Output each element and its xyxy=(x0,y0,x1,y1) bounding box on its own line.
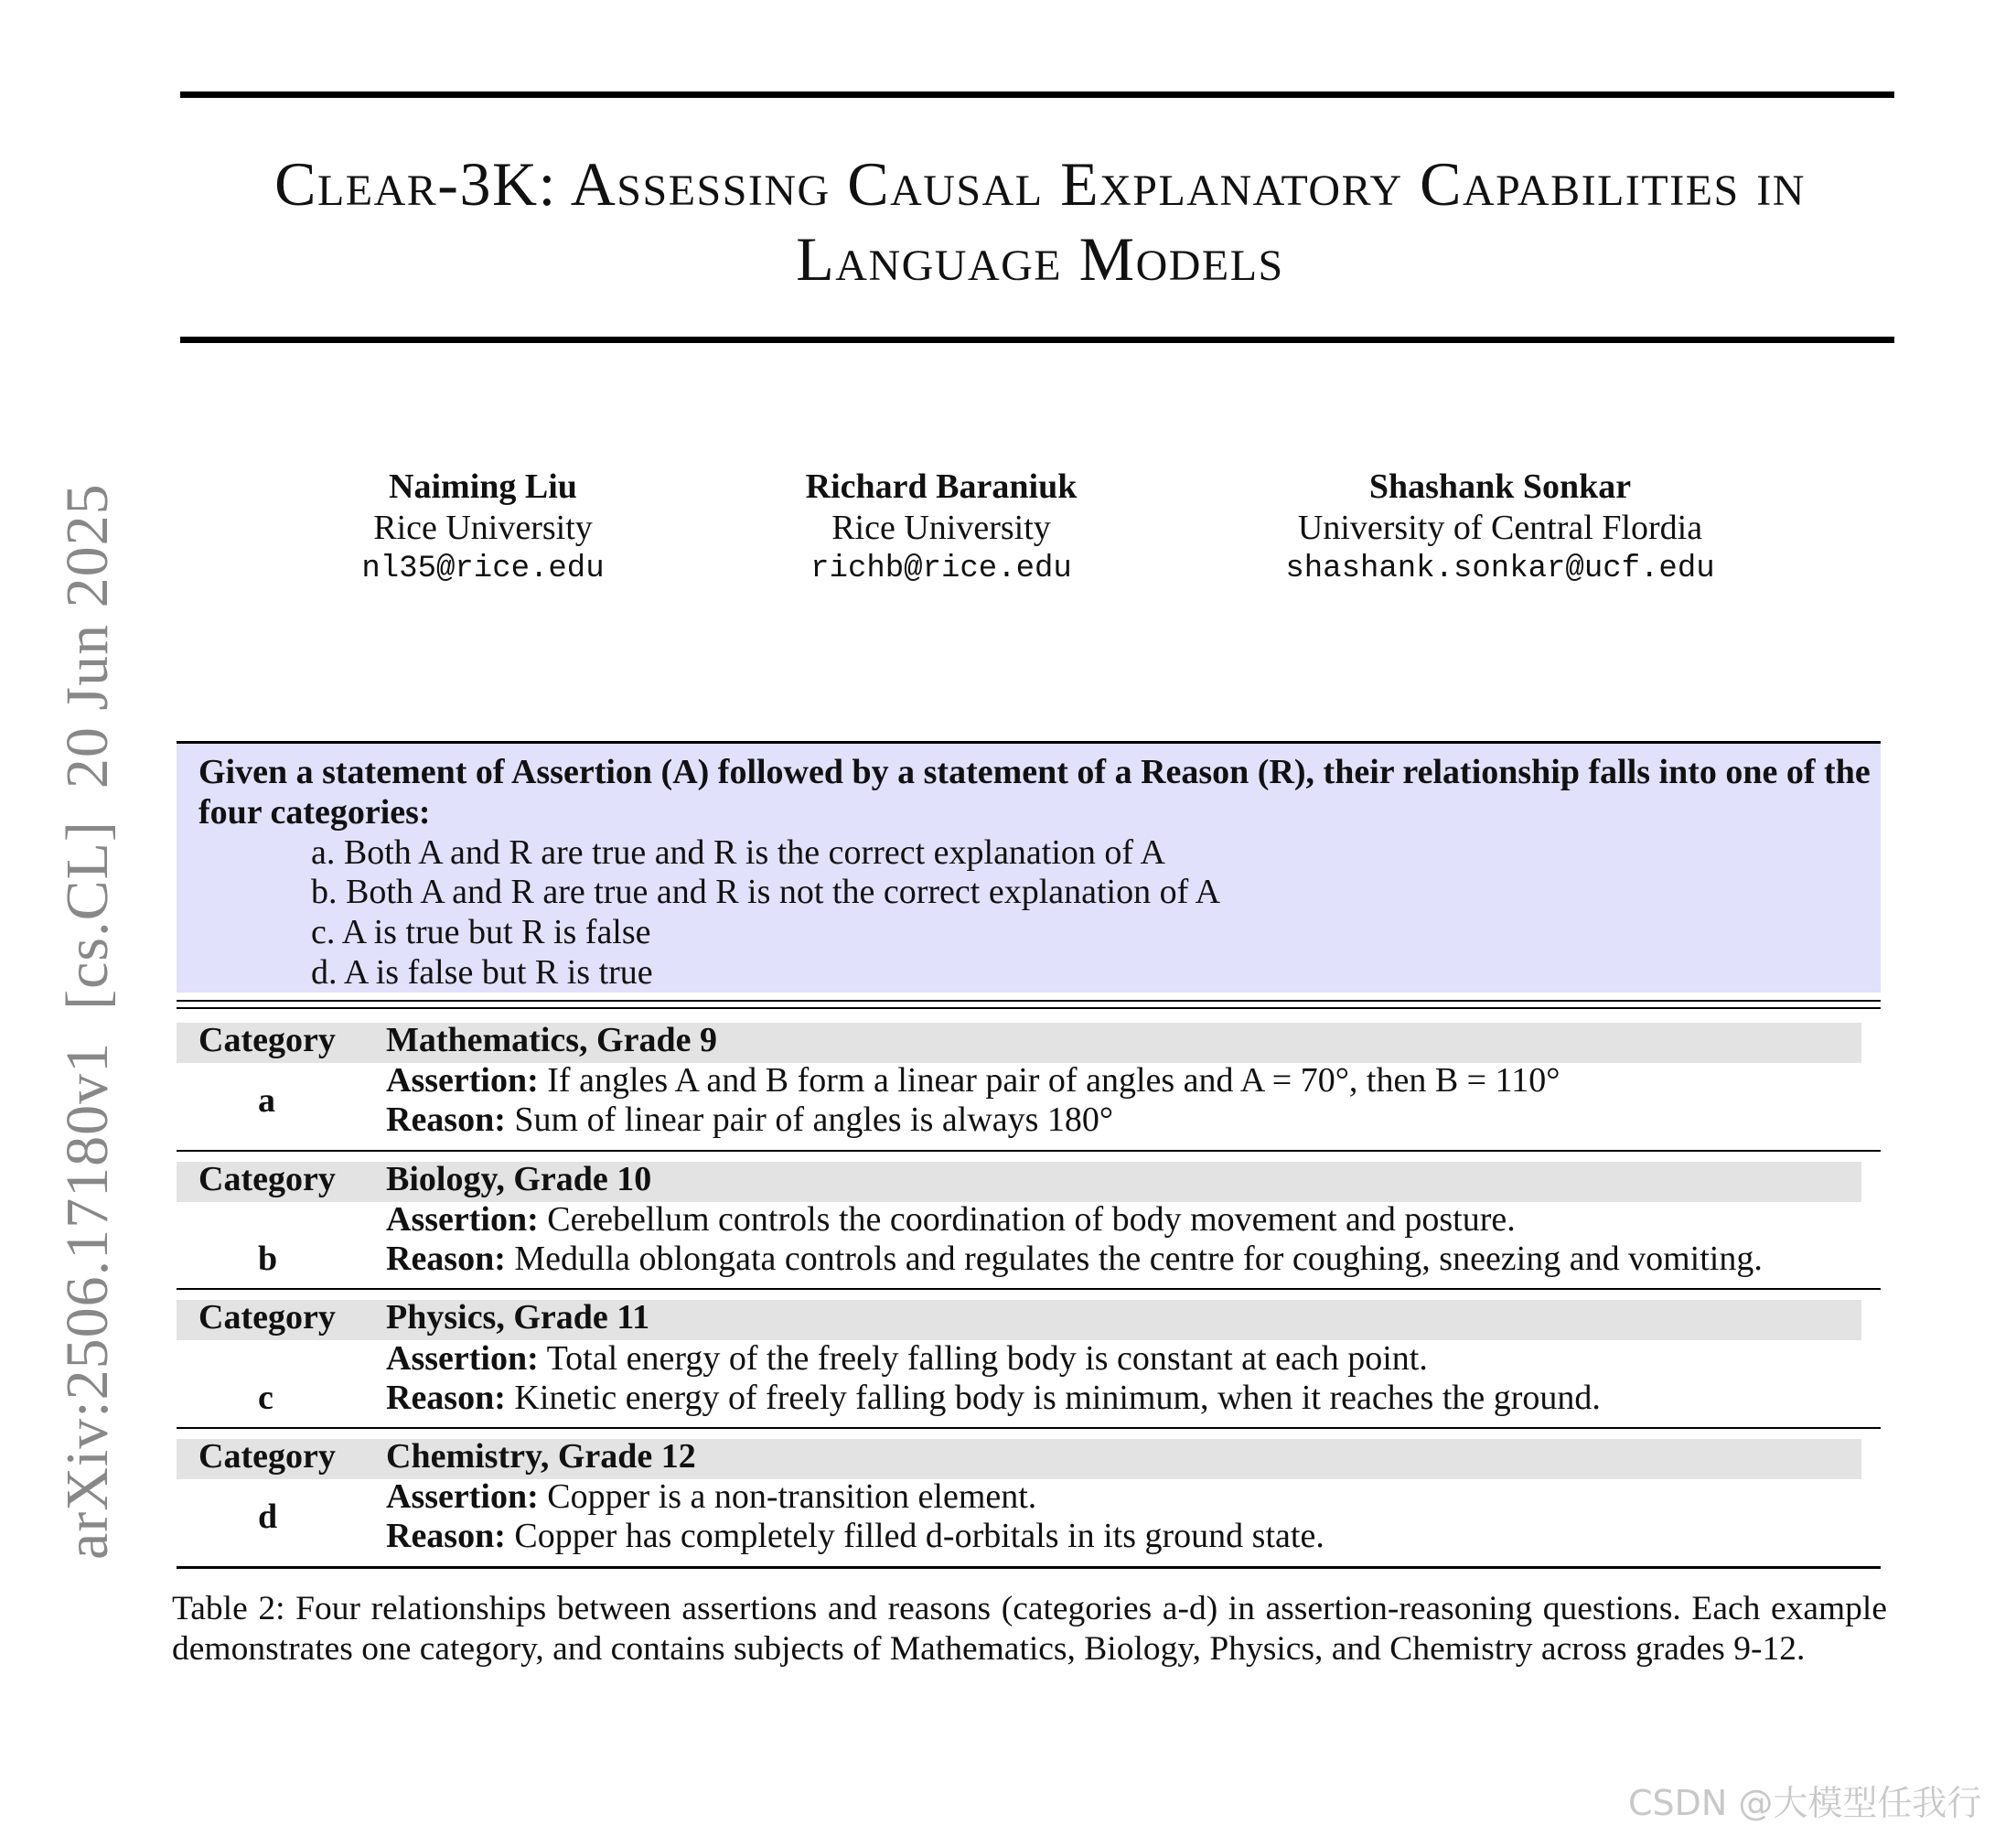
author-email: shashank.sonkar@ucf.edu xyxy=(1285,552,1715,586)
assertion-label: Assertion: xyxy=(386,1339,539,1378)
assertion-line xyxy=(386,1199,1516,1240)
reason-line xyxy=(386,1239,1763,1279)
assertion-label: Assertion: xyxy=(386,1061,539,1100)
reason-text: Medulla oblongata controls and regulates the centre for coughing, sneezing and vomiting. xyxy=(514,1240,1763,1278)
watermark: CSDN @大模型任我行 xyxy=(1628,1783,1982,1823)
author-name: Shashank Sonkar xyxy=(1368,467,1632,506)
title-top-rule xyxy=(180,91,1894,98)
subject-label: Physics, Grade 11 xyxy=(386,1298,650,1337)
assertion-text: Total energy of the freely falling body is constant at each point. xyxy=(546,1339,1428,1378)
reason-label: Reason: xyxy=(386,1379,506,1417)
reason-text: Kinetic energy of freely falling body is minimum, when it reaches the ground. xyxy=(514,1379,1601,1417)
table-caption: Table 2: Four relationships between assertions and reasons (categories a-d) in assertion-reasoning questions. Each example demonstrates one category, and contains subjects of Mathematics, Biology, Physics, and Chemistry across grades 9-12. xyxy=(172,1590,1887,1668)
double-rule-lower xyxy=(177,1007,1881,1009)
category-header-label: Category xyxy=(198,1160,336,1198)
assertion-text: If angles A and B form a linear pair of angles and A = 70°, then B = 110° xyxy=(547,1061,1560,1100)
author-email: nl35@rice.edu xyxy=(361,552,605,586)
category-letter: b xyxy=(258,1240,278,1278)
author-block xyxy=(806,467,1078,590)
assertion-line xyxy=(386,1060,1560,1100)
author-block xyxy=(361,467,604,590)
arxiv-stamp: arXiv:2506.17180v1 [cs.CL] 20 Jun 2025 xyxy=(54,483,121,1560)
row-rule xyxy=(177,1150,1881,1152)
author-email: richb@rice.edu xyxy=(810,552,1072,586)
reason-line xyxy=(386,1100,1113,1140)
author-affiliation: Rice University xyxy=(373,509,593,547)
author-affiliation: University of Central Flordia xyxy=(1297,509,1703,547)
reason-text: Sum of linear pair of angles is always 180° xyxy=(514,1100,1114,1139)
prompt-option: c. A is true but R is false xyxy=(311,913,651,951)
title-bottom-rule xyxy=(180,337,1894,343)
reason-line xyxy=(386,1516,1324,1556)
assertion-label: Assertion: xyxy=(386,1200,539,1239)
prompt-option: b. Both A and R are true and R is not the correct explanation of A xyxy=(311,873,1221,911)
author-name: Richard Baraniuk xyxy=(805,467,1078,506)
category-header-label: Category xyxy=(198,1437,336,1476)
category-header-label: Category xyxy=(198,1021,336,1059)
table-bottom-rule xyxy=(177,1566,1881,1569)
subject-label: Mathematics, Grade 9 xyxy=(386,1021,717,1059)
paper-title: Clear-3K: Assessing Causal Explanatory Capabilities in Language Models xyxy=(274,149,1806,294)
reason-label: Reason: xyxy=(386,1517,506,1555)
row-rule xyxy=(177,1427,1881,1429)
category-letter: d xyxy=(258,1498,278,1536)
double-rule-upper xyxy=(177,1000,1881,1002)
author-block xyxy=(1285,467,1714,590)
category-letter: a xyxy=(258,1081,275,1120)
category-letter: c xyxy=(258,1379,273,1417)
assertion-label: Assertion: xyxy=(386,1477,539,1516)
prompt-option: d. A is false but R is true xyxy=(311,953,653,992)
assertion-text: Cerebellum controls the coordination of body movement and posture. xyxy=(547,1200,1516,1239)
subject-label: Chemistry, Grade 12 xyxy=(386,1437,696,1476)
reason-label: Reason: xyxy=(386,1240,506,1278)
assertion-line xyxy=(386,1338,1428,1379)
reason-text: Copper has completely filled d-orbitals in its ground state. xyxy=(514,1517,1324,1555)
category-header-label: Category xyxy=(198,1298,336,1337)
subject-label: Biology, Grade 10 xyxy=(386,1160,652,1198)
author-affiliation: Rice University xyxy=(831,509,1051,547)
assertion-text: Copper is a non-transition element. xyxy=(547,1477,1037,1516)
prompt-intro: Given a statement of Assertion (A) followed by a statement of a Reason (R), their relationship falls into one of the four categories: xyxy=(198,753,1871,832)
reason-line xyxy=(386,1378,1601,1418)
author-name: Naiming Liu xyxy=(389,467,577,506)
reason-label: Reason: xyxy=(386,1100,506,1139)
prompt-option: a. Both A and R are true and R is the correct explanation of A xyxy=(311,833,1165,872)
assertion-line xyxy=(386,1476,1036,1517)
row-rule xyxy=(177,1288,1881,1290)
